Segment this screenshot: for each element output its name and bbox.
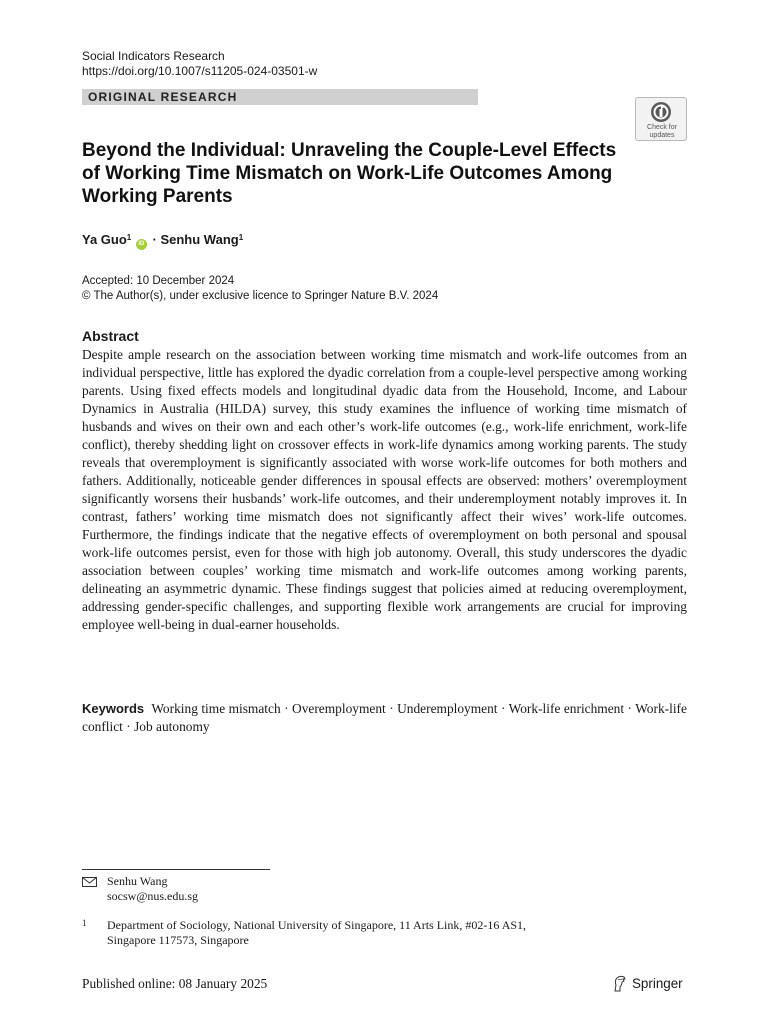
keyword-separator: · bbox=[389, 701, 394, 716]
keyword: Work-life enrichment bbox=[508, 701, 625, 716]
footnote-divider bbox=[82, 869, 270, 870]
keyword: Working time mismatch bbox=[151, 701, 281, 716]
author-separator: · bbox=[152, 232, 157, 247]
published-date: Published online: 08 January 2025 bbox=[82, 976, 268, 991]
envelope-icon bbox=[82, 877, 97, 887]
keywords-section bbox=[82, 700, 687, 736]
orcid-icon[interactable]: iD bbox=[136, 239, 147, 250]
keyword: Underemployment bbox=[397, 701, 498, 716]
keywords-label: Keywords bbox=[82, 701, 145, 716]
author-name[interactable]: Senhu Wang bbox=[160, 232, 239, 247]
check-for-updates-label bbox=[636, 124, 688, 139]
keyword-separator: · bbox=[627, 701, 632, 716]
check-for-updates-line2: updates bbox=[649, 131, 675, 139]
affiliation-number: 1 bbox=[82, 918, 87, 928]
check-for-updates-button[interactable] bbox=[635, 97, 687, 141]
keyword: Overemployment bbox=[292, 701, 386, 716]
check-for-updates-icon bbox=[650, 101, 672, 123]
author-list bbox=[82, 231, 243, 250]
keyword-separator: · bbox=[500, 701, 506, 716]
corresponding-author-name: Senhu Wang bbox=[107, 874, 168, 888]
title-line: Working Parents bbox=[82, 186, 233, 207]
article-title bbox=[82, 139, 642, 208]
doi-link[interactable]: https://doi.org/10.1007/s11205-024-03501-w bbox=[82, 64, 318, 78]
publisher-name: Springer bbox=[632, 976, 683, 991]
keyword: Job autonomy bbox=[134, 719, 210, 734]
check-for-updates-line1: Check for bbox=[647, 124, 677, 131]
springer-horse-icon bbox=[612, 975, 627, 992]
journal-name: Social Indicators Research bbox=[82, 49, 225, 63]
abstract-text: Despite ample research on the association between working time mismatch and work-life outcomes from an individual perspective, little has explored the dyadic correlation from a couple-level perspective among working parents. Using fixed effects models and longitudinal dyadic data from the Household, Income, and Labour Dynamics in Australia (HILDA) survey, this study examines the influence of working time mismatch of husbands and wives on their own and each other’s work-life outcomes (e.g., work-life enrichment, work-life conflict), thereby shedding light on crossover effects in work-life dynamics among working parents. The study reveals that overemployment is significantly associated with worse work-life outcomes for both mothers and fathers. Additionally, noticeable gender differences in spousal effects are observed: mothers’ overemployment significantly worsens their husbands’ work-life outcomes, and their underemployment notably improves it. In contrast, fathers’ working time mismatch does not significantly affect their wives’ work-life outcomes. Furthermore, the findings indicate that the negative effects of overemployment on both personal and spousal work-life outcomes persist, even for those with high job autonomy. Overall, this study underscores the dyadic association between couples’ working time mismatch and work-life outcomes among working parents, delineating an asymmetric dynamic. These findings suggest that policies aimed at reducing overemployment, addressing gender-specific challenges, and supporting flexible work arrangements are crucial for improving employee well-being in dual-earner households. bbox=[82, 347, 687, 632]
keyword-separator: · bbox=[284, 701, 289, 716]
keyword: Work-life conflict bbox=[82, 701, 687, 734]
article-type-label: ORIGINAL RESEARCH bbox=[88, 90, 238, 104]
title-line: Beyond the Individual: Unraveling the Couple-Level Effects bbox=[82, 140, 617, 161]
author-affiliation-marker: 1 bbox=[126, 233, 132, 242]
author-affiliation-marker: 1 bbox=[238, 233, 244, 242]
title-line: of Working Time Mismatch on Work-Life Outcomes Among bbox=[82, 163, 613, 184]
affiliation-line: Department of Sociology, National University of Singapore, 11 Arts Link, #02-16 AS1, bbox=[107, 918, 527, 932]
abstract-heading: Abstract bbox=[82, 328, 139, 344]
accepted-date: Accepted: 10 December 2024 bbox=[82, 275, 235, 287]
copyright-notice: © The Author(s), under exclusive licence to Springer Nature B.V. 2024 bbox=[82, 290, 439, 302]
keyword-separator: · bbox=[126, 719, 131, 734]
corresponding-author-email[interactable]: socsw@nus.edu.sg bbox=[107, 889, 199, 903]
affiliation-line: Singapore 117573, Singapore bbox=[107, 933, 249, 947]
author-name[interactable]: Ya Guo bbox=[82, 232, 127, 247]
